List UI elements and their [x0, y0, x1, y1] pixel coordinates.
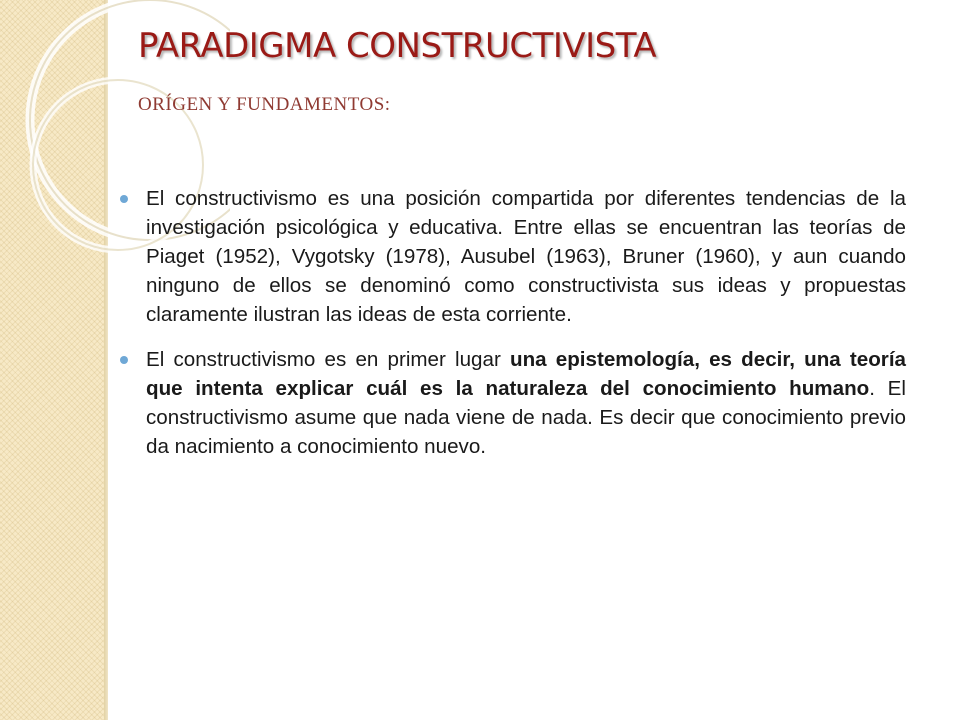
bullet-item-1 [120, 184, 906, 329]
slide-title: PARADIGMA CONSTRUCTIVISTA [138, 26, 657, 66]
bullet-text-2-bold: una epistemología, es decir, una teoría que intenta explicar cuál es la naturaleza del conocimiento humano [146, 348, 906, 400]
bullet-text-2-before: El constructivismo es en primer lugar [146, 348, 510, 371]
slide-subtitle: ORÍGEN Y FUNDAMENTOS: [138, 94, 391, 115]
bullet-text-2-after: . El constructivismo asume que nada viene de nada. Es decir que conocimiento previo da nacimiento a conocimiento nuevo. [146, 377, 906, 458]
bullet-dot-icon [120, 195, 128, 203]
bullet-dot-icon [120, 356, 128, 364]
bullet-text-1: El constructivismo es una posición compartida por diferentes tendencias de la investigación psicológica y educativa. Entre ellas se encuentran las teorías de Piaget (1952), Vygotsky (1978), Ausubel (1963), Bruner (1960), y aun cuando ninguno de ellos se denominó como constructivista sus ideas y propuestas claramente ilustran las ideas de esta corriente. [146, 187, 906, 326]
bullet-item-2 [120, 345, 906, 461]
bullet-list [120, 184, 906, 477]
